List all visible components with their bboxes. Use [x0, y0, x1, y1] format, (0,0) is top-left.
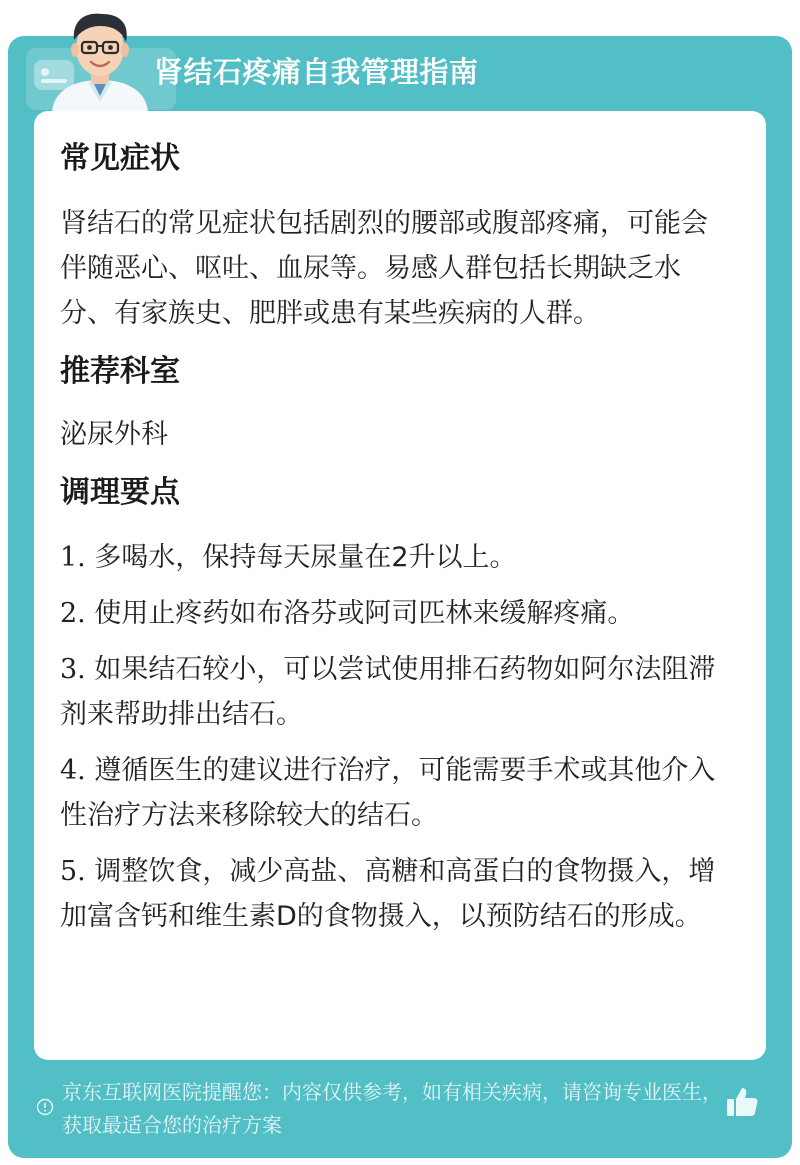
list-item [60, 535, 726, 580]
page-title: 肾结石疼痛自我管理指南 [154, 55, 479, 89]
section-title-care-tips: 调理要点 [60, 475, 180, 510]
list-item-number: 5. [60, 856, 86, 887]
list-item [60, 591, 726, 636]
info-icon [36, 1098, 54, 1116]
list-item-text: 如果结石较小，可以尝试使用排石药物如阿尔法阻滞剂来帮助排出结石。 [60, 654, 716, 730]
footer-disclaimer [36, 1076, 776, 1146]
symptoms-text: 肾结石的常见症状包括剧烈的腰部或腹部疼痛，可能会伴随恶心、呕吐、血尿等。易感人群包括长期缺乏水分、有家族史、肥胖或患有某些疾病的人群。 [60, 208, 708, 329]
department-text: 泌尿外科 [60, 419, 168, 450]
list-item-text: 调整饮食，减少高盐、高糖和高蛋白的食物摄入，增加富含钙和维生素D的食物摄入，以预防结石的形成。 [60, 856, 716, 932]
list-item [60, 849, 726, 939]
list-item [60, 647, 726, 737]
footer-text: 京东互联网医院提醒您：内容仅供参考，如有相关疾病，请咨询专业医生，获取最适合您的治疗方案 [62, 1080, 722, 1137]
section-title-department: 推荐科室 [60, 354, 180, 389]
content-card [34, 111, 766, 1060]
list-item-number: 1. [60, 542, 86, 573]
doctor-avatar-icon [44, 4, 156, 112]
list-item-number: 2. [60, 598, 86, 629]
list-item [60, 748, 726, 838]
list-item-number: 3. [60, 654, 86, 685]
section-title-symptoms: 常见症状 [60, 141, 180, 176]
thumbs-up-icon[interactable] [724, 1084, 760, 1120]
list-item-text: 使用止疼药如布洛芬或阿司匹林来缓解疼痛。 [94, 598, 635, 629]
list-item-text: 遵循医生的建议进行治疗，可能需要手术或其他介入性治疗方法来移除较大的结石。 [60, 755, 716, 831]
list-item-text: 多喝水，保持每天尿量在2升以上。 [94, 542, 517, 573]
list-item-number: 4. [60, 755, 86, 786]
care-tips-list [60, 535, 726, 939]
